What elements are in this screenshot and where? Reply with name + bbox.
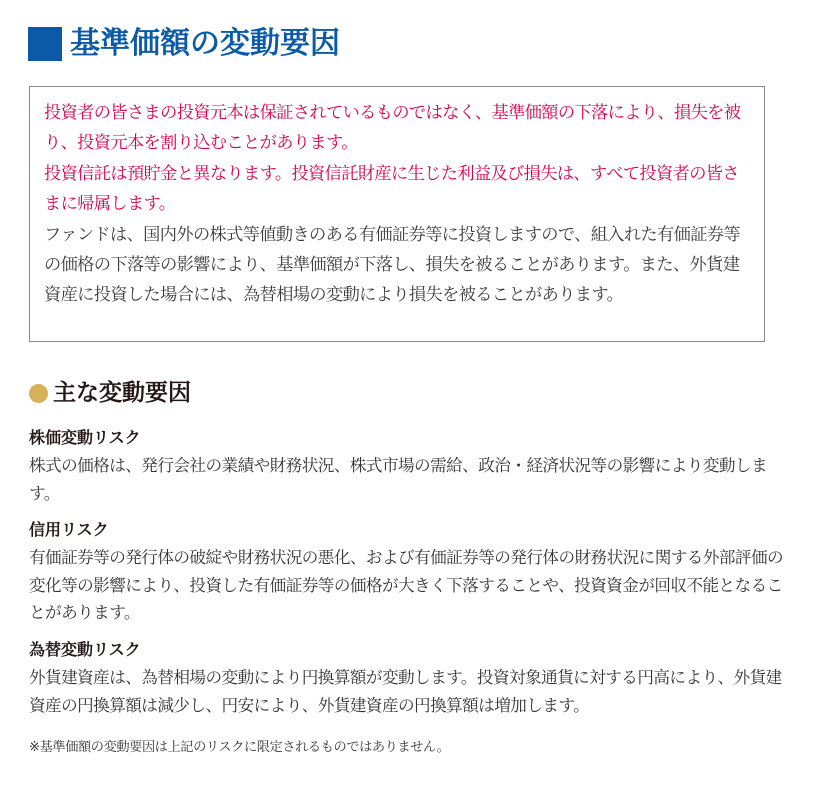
bullet-circle-icon xyxy=(29,384,48,403)
risk-notice-box xyxy=(29,86,765,342)
section-heading xyxy=(28,24,340,64)
risk-item-stock-price xyxy=(29,426,789,507)
risk-title: 株価変動リスク xyxy=(29,428,141,447)
risk-item-exchange-rate xyxy=(29,638,789,719)
risk-title: 為替変動リスク xyxy=(29,640,141,659)
risk-title: 信用リスク xyxy=(29,520,109,539)
heading-square-marker xyxy=(28,27,62,61)
main-factors-heading xyxy=(29,376,191,410)
footnote: ※基準価額の変動要因は上記のリスクに限定されるものではありません。 xyxy=(29,740,450,755)
risk-description: 株式の価格は、発行会社の業績や財務状況、株式市場の需給、政治・経済状況等の影響により変動します。 xyxy=(29,456,768,503)
section-title: 基準価額の変動要因 xyxy=(70,26,340,61)
notice-fund-description: ファンドは、国内外の株式等値動きのある有価証券等に投資しますので、組入れた有価証券等の価格の下落等の影響により、基準価額が下落し、損失を被ることがあります。また、外貨建資産に投資した場合には、為替相場の変動により損失を被ることがあります。 xyxy=(44,224,740,306)
notice-principal-warning: 投資者の皆さまの投資元本は保証されているものではなく、基準価額の下落により、損失を被り、投資元本を割り込むことがあります。 xyxy=(44,103,741,154)
notice-deposit-warning: 投資信託は預貯金と異なります。投資信託財産に生じた利益及び損失は、すべて投資者の皆さまに帰属します。 xyxy=(44,163,739,215)
main-factors-title: 主な変動要因 xyxy=(53,380,191,406)
risk-item-credit xyxy=(29,518,789,627)
risk-description: 外貨建資産は、為替相場の変動により円換算額が変動します。投資対象通貨に対する円高により、外貨建資産の円換算額は減少し、円安により、外貨建資産の円換算額は増加します。 xyxy=(29,668,782,715)
risk-description: 有価証券等の発行体の破綻や財務状況の悪化、および有価証券等の発行体の財務状況に関する外部評価の変化等の影響により、投資した有価証券等の価格が大きく下落することや、投資資金が回収不能となることがあります。 xyxy=(29,548,784,623)
